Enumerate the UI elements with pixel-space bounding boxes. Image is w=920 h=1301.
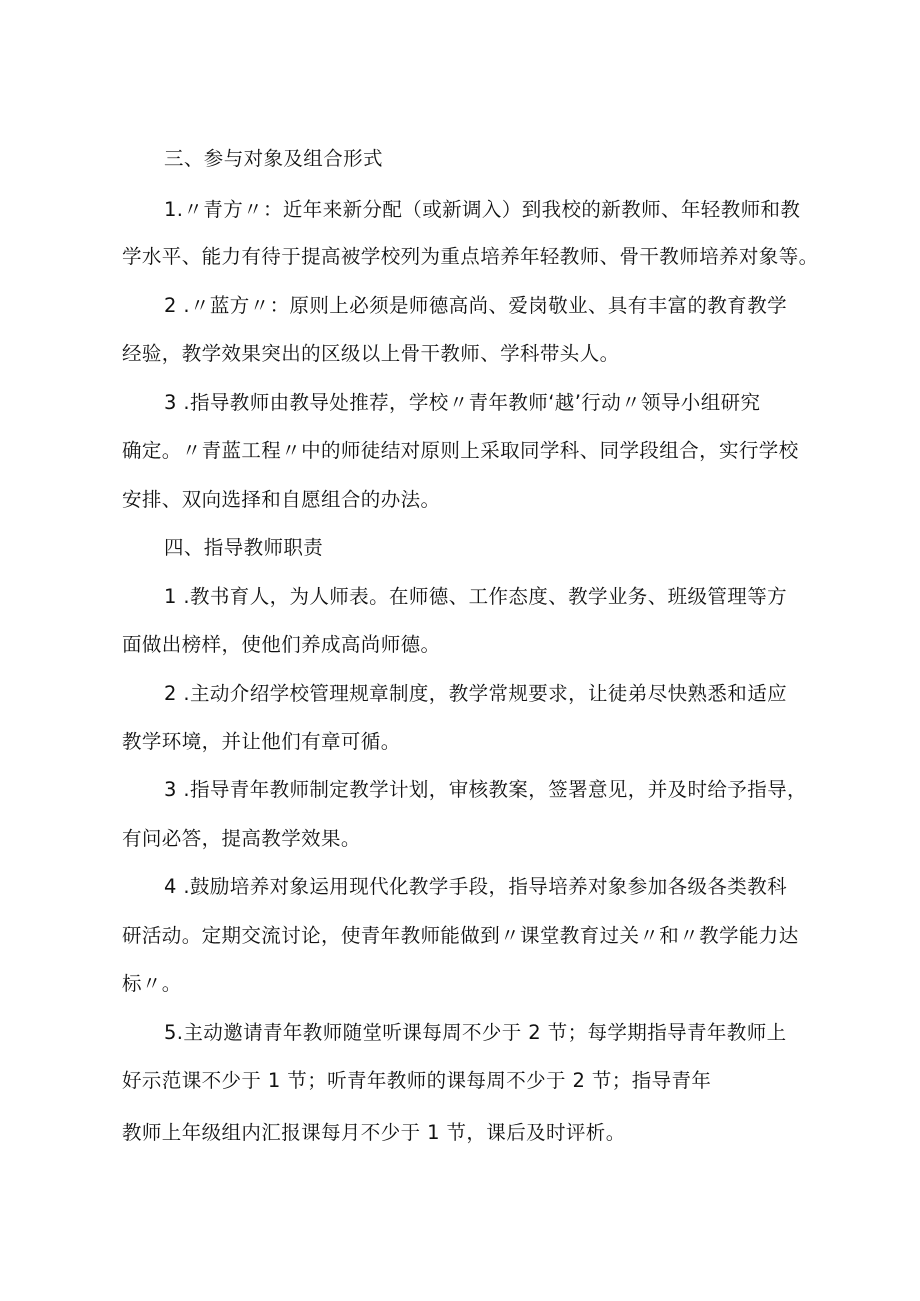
section-4-item-5-line-3: 教师上年级组内汇报课每月不少于 1 节，课后及时评析。 xyxy=(122,1121,626,1144)
section-3-item-1-line-1: 1.〃青方〃：近年来新分配（或新调入）到我校的新教师、年轻教师和教 xyxy=(164,198,801,221)
section-4-item-1-line-1: 1 .教书育人，为人师表。在师德、工作态度、教学业务、班级管理等方 xyxy=(164,585,788,608)
section-4-item-4-line-1: 4 .鼓励培养对象运用现代化教学手段，指导培养对象参加各级各类教科 xyxy=(164,875,788,898)
section-4-heading: 四、指导教师职责 xyxy=(164,536,324,559)
section-4-item-4-line-3: 标〃。 xyxy=(122,972,182,995)
section-4-item-2-line-2: 教学环境，并让他们有章可循。 xyxy=(122,730,401,753)
section-4-item-4-line-2: 研活动。定期交流讨论，使青年教师能做到〃课堂教育过关〃和〃教学能力达 xyxy=(122,924,799,947)
section-3-item-1-line-2: 学水平、能力有待于提高被学校列为重点培养年轻教师、骨干教师培养对象等。 xyxy=(122,245,819,268)
section-4-item-3-line-2: 有问必答，提高教学效果。 xyxy=(122,827,361,850)
section-4-item-3-line-1: 3 .指导青年教师制定教学计划，审核教案，签署意见，并及时给予指导， xyxy=(164,778,807,801)
section-4-item-2-line-1: 2 .主动介绍学校管理规章制度，教学常规要求，让徒弟尽快熟悉和适应 xyxy=(164,682,788,705)
section-4-item-1-line-2: 面做出榜样，使他们养成高尚师德。 xyxy=(122,633,441,656)
section-4-item-5-line-1: 5.主动邀请青年教师随堂听课每周不少于 2 节；每学期指导青年教师上 xyxy=(164,1021,787,1044)
section-3-item-3-line-3: 安排、双向选择和自愿组合的办法。 xyxy=(122,488,441,511)
section-3-item-2-line-2: 经验，教学效果突出的区级以上骨干教师、学科带头人。 xyxy=(122,342,620,365)
section-3-item-3-line-1: 3 .指导教师由教导处推荐，学校〃青年教师‘越’行动〃领导小组研究 xyxy=(164,391,761,414)
section-3-item-3-line-2: 确定。〃青蓝工程〃中的师徒结对原则上采取同学科、同学段组合，实行学校 xyxy=(122,439,799,462)
section-3-heading: 三、参与对象及组合形式 xyxy=(164,147,383,170)
section-4-item-5-line-2: 好示范课不少于 1 节；听青年教师的课每周不少于 2 节；指导青年 xyxy=(122,1069,712,1092)
section-3-item-2-line-1: 2 .〃蓝方〃：原则上必须是师德高尚、爱岗敬业、具有丰富的教育教学 xyxy=(164,294,788,317)
